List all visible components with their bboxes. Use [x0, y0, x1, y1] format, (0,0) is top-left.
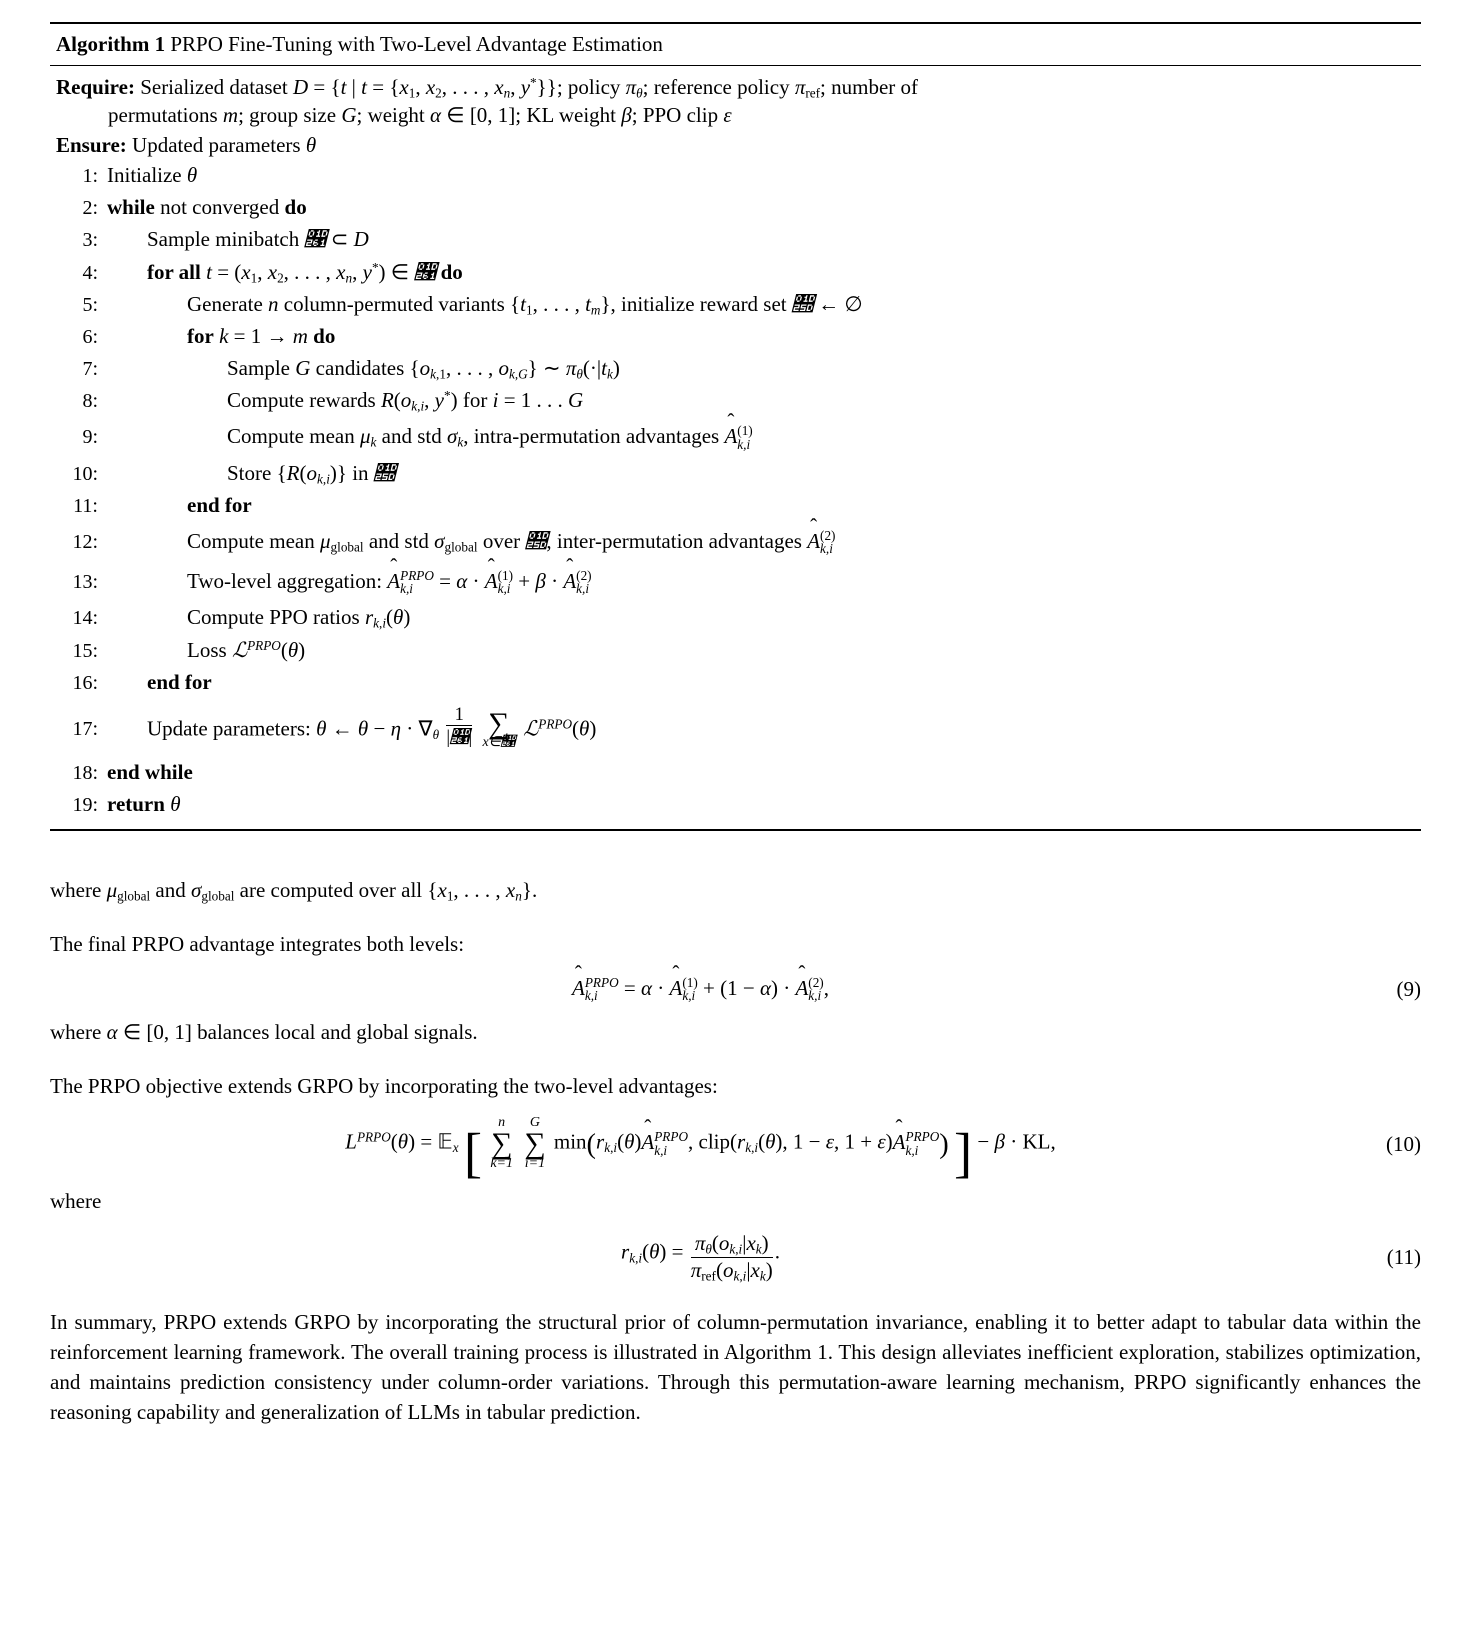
- step-number: 3:: [82, 229, 98, 252]
- step-number: 8:: [82, 390, 98, 413]
- spacer: [50, 1053, 1421, 1071]
- step-number: 12:: [72, 530, 98, 553]
- paragraph-where: where: [50, 1188, 102, 1213]
- equation-9: A ˆ PRPO k,i = α · A ˆ (1) k,i + (1 − α) · A ˆ (2) k,i ,: [50, 976, 1351, 1003]
- algorithm-step: [56, 756, 1419, 788]
- paragraph-balances: where α ∈ [0, 1] balances local and global signals.: [50, 1019, 478, 1044]
- equation-10: $L^{PRPO}(\theta)$ = 𝔼$_x$ [ n ∑ k=1 G ∑ i=1 $\min(r_{k,i}(\theta)A$ ˆ PRPO k,i , $clip(r_{k,i}(\theta)$, 1 − ε, 1 + ε)A ˆ PRPO k,i ) ] − β · KL,: [50, 1117, 1351, 1172]
- step-number: 15:: [72, 639, 98, 662]
- algorithm-ensure: [56, 130, 1419, 160]
- step-text: Compute mean $\mu_k$ and std $\sigma_k$, intra-permutation advantages A ˆ (1) k,i: [218, 422, 753, 451]
- algorithm-require: [56, 72, 1419, 130]
- algorithm-step: [56, 417, 1419, 457]
- step-text: return θ: [107, 792, 181, 816]
- step-text: Initialize θ: [107, 163, 198, 188]
- algorithm-step: [56, 666, 1419, 698]
- step-text: Store $\{R(o_{k,i})\}$ in 𝉝: [227, 460, 395, 487]
- step-number: 9:: [82, 426, 98, 449]
- step-text: Update parameters: θ ← $\theta - \eta \cdot \nabla_\theta$ $\frac{1}{|𝉡|}$ ∑ x∈𝉡 ℒ$^{PRPO}$(θ): [147, 703, 597, 751]
- step-text: Two-level aggregation: A ˆ PRPO k,i = α · A ˆ (1) k,i + β · A ˆ (2) k,i: [178, 567, 592, 596]
- algorithm-step: [56, 634, 1419, 666]
- paragraph-final-integrates: The final PRPO advantage integrates both levels:: [50, 932, 465, 957]
- step-text: Compute mean $\mu_{global}$ and std $\sigma_{global}$ over 𝉝, inter-permutation advantages A ˆ (2) k,i: [178, 527, 835, 556]
- equation-9-row: [50, 976, 1421, 1003]
- algorithm-step: [56, 489, 1419, 521]
- step-number: 11:: [73, 494, 98, 517]
- spacer: [50, 831, 1421, 875]
- equation-10-row: [50, 1115, 1421, 1183]
- ensure-label: Ensure:: [56, 132, 127, 157]
- paragraph-objective-extends: The PRPO objective extends GRPO by incorporating the two-level advantages:: [50, 1074, 718, 1099]
- step-number: 18:: [72, 761, 98, 784]
- require-text-cont: permutations m; group size G; weight α ∈ [0, 1]; KL weight β; PPO clip ε: [108, 103, 732, 128]
- step-text: Loss ℒ$^{PRPO}$(θ): [187, 637, 306, 662]
- algorithm-step: [56, 789, 1419, 821]
- step-number: 19:: [72, 794, 98, 816]
- paragraph-where-global: where $\mu_{global}$ and $\sigma_{global}$ are computed over all {$x_1$, . . . , $x_n$}.: [50, 877, 538, 904]
- step-number: 16:: [72, 671, 98, 694]
- step-number: 6:: [82, 325, 98, 348]
- equation-9-tag: (9): [1396, 976, 1421, 1001]
- equation-10-tag: (10): [1386, 1132, 1421, 1157]
- step-text: for k = 1 → m do: [187, 323, 336, 348]
- equation-11-tag: (11): [1386, 1244, 1421, 1269]
- step-text: Generate n column-permuted variants {$t_1$, . . . , $t_m$}, initialize reward set 𝉝 ← ∅: [187, 291, 863, 318]
- step-text: end while: [107, 759, 193, 784]
- algorithm-step: [56, 699, 1419, 757]
- algorithm-step: [56, 288, 1419, 320]
- algorithm-step: [56, 224, 1419, 256]
- algorithm-step: [56, 522, 1419, 562]
- algorithm-step: [56, 320, 1419, 352]
- step-number: 10:: [72, 462, 98, 485]
- step-text: for all $t = (x_1$, $x_2$, . . . , $x_n$, y*) ∈ 𝉡 do: [147, 259, 463, 286]
- step-text: Compute rewards $R(o_{k,i}$, y*) for i = 1 . . . G: [227, 388, 584, 415]
- algorithm-label: Algorithm 1: [56, 32, 166, 56]
- algorithm-body: [50, 66, 1421, 829]
- step-number: 2:: [82, 197, 98, 220]
- algorithm-step: [56, 160, 1419, 192]
- equation-11-row: [50, 1232, 1421, 1282]
- require-label: Require:: [56, 74, 135, 99]
- step-text: while not converged do: [107, 195, 307, 220]
- step-number: 13:: [72, 570, 98, 593]
- step-text: end for: [147, 669, 212, 694]
- paragraph-summary: In summary, PRPO extends GRPO by incorporating the structural prior of column-permutation invariance, enabling it to better adapt to tabular data within the reinforcement learning framework. The overall training process is illustrated in Algorithm 1. This design alleviates inefficient exploration, stabilizes optimization, and maintains prediction consistency under column-order variations. Through this permutation-aware learning mechanism, PRPO significantly enhances the reasoning capability and generalization of LLMs in tabular prediction.: [50, 1310, 1421, 1424]
- step-number: 7:: [82, 358, 98, 381]
- step-number: 5:: [82, 293, 98, 316]
- algorithm-step: [56, 457, 1419, 489]
- algorithm-title: [50, 24, 1421, 65]
- algorithm-step: [56, 192, 1419, 224]
- algorithm-step: [56, 256, 1419, 288]
- step-text: Compute PPO ratios $r_{k,i}(\theta)$: [187, 605, 411, 632]
- step-text: Sample minibatch 𝉡 ⊂ D: [147, 227, 369, 252]
- step-number: 4:: [82, 261, 98, 284]
- algorithm-step: [56, 385, 1419, 417]
- step-text: end for: [187, 492, 252, 517]
- spacer: [50, 911, 1421, 929]
- algorithm-step: [56, 353, 1419, 385]
- step-number: 1:: [82, 165, 98, 188]
- require-text: Serialized dataset D = {t | $t = \{x_1$, $x_2$, . . . , $x_n$, y*}}; policy $\pi_\theta$; reference policy $\pi_{ref}$; number of: [140, 74, 919, 101]
- step-number: 17:: [72, 717, 98, 740]
- ensure-text: Updated parameters θ: [132, 132, 317, 157]
- equation-11: $r_{k,i}(\theta)$ = $\frac{\pi_\theta(o_{k,i}|x_k)}{\pi_{ref}(o_{k,i}|x_k)}$ .: [621, 1231, 780, 1284]
- algorithm-step: [56, 602, 1419, 634]
- algorithm-title-text: PRPO Fine-Tuning with Two-Level Advantage Estimation: [170, 32, 663, 56]
- step-number: 14:: [72, 607, 98, 630]
- step-text: Sample G candidates {$o_{k,1}$, . . . , $o_{k,G}$} ∼ $\pi_\theta(\cdot|t_k)$: [227, 356, 620, 382]
- algorithm-block: [50, 22, 1421, 831]
- algorithm-step: [56, 562, 1419, 602]
